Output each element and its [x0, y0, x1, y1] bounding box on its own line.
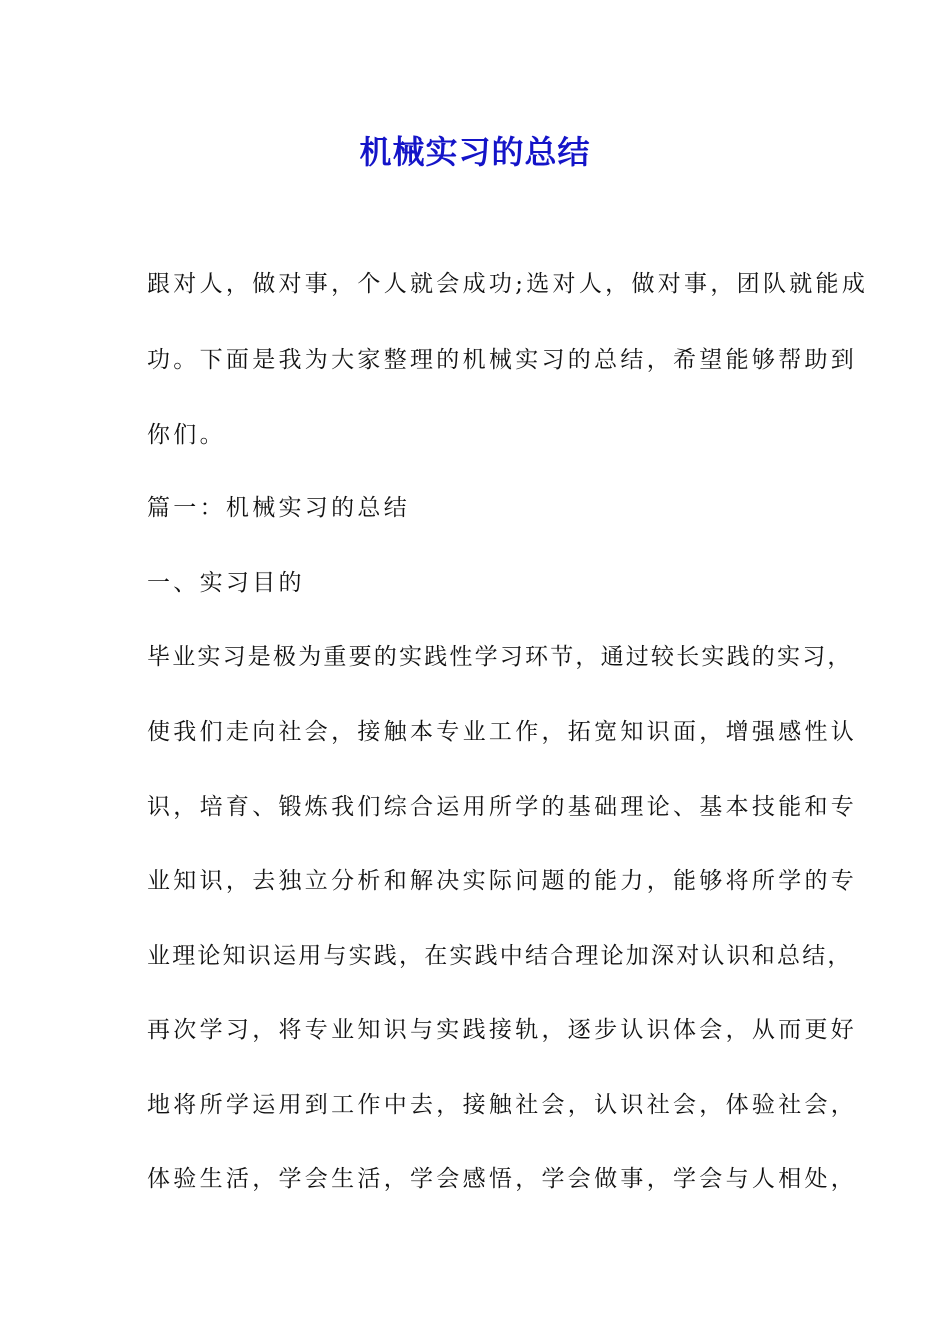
paragraph-line: 毕业实习是极为重要的实践性学习环节，通过较长实践的实习， — [147, 644, 853, 670]
paragraph-line: 跟对人，做对事，个人就会成功;选对人，做对事，团队就能成 — [147, 271, 869, 297]
document-title: 机械实习的总结 — [359, 133, 591, 171]
section-heading: 篇一：机械实习的总结 — [147, 495, 410, 521]
paragraph-line: 你们。 — [147, 422, 226, 448]
paragraph-line: 业知识，去独立分析和解决实际问题的能力，能够将所学的专 — [147, 868, 858, 894]
paragraph-line: 功。下面是我为大家整理的机械实习的总结，希望能够帮助到 — [147, 347, 858, 373]
paragraph-line: 使我们走向社会，接触本专业工作，拓宽知识面，增强感性认 — [147, 719, 858, 745]
paragraph-line: 体验生活，学会生活，学会感悟，学会做事，学会与人相处， — [147, 1166, 858, 1192]
paragraph-line: 识，培育、锻炼我们综合运用所学的基础理论、基本技能和专 — [147, 794, 858, 820]
subsection-heading: 一、实习目的 — [147, 570, 305, 596]
paragraph-line: 地将所学运用到工作中去，接触社会，认识社会，体验社会， — [147, 1092, 858, 1118]
paragraph-line: 业理论知识运用与实践，在实践中结合理论加深对认识和总结， — [147, 943, 853, 969]
paragraph-line: 再次学习，将专业知识与实践接轨，逐步认识体会，从而更好 — [147, 1017, 858, 1043]
